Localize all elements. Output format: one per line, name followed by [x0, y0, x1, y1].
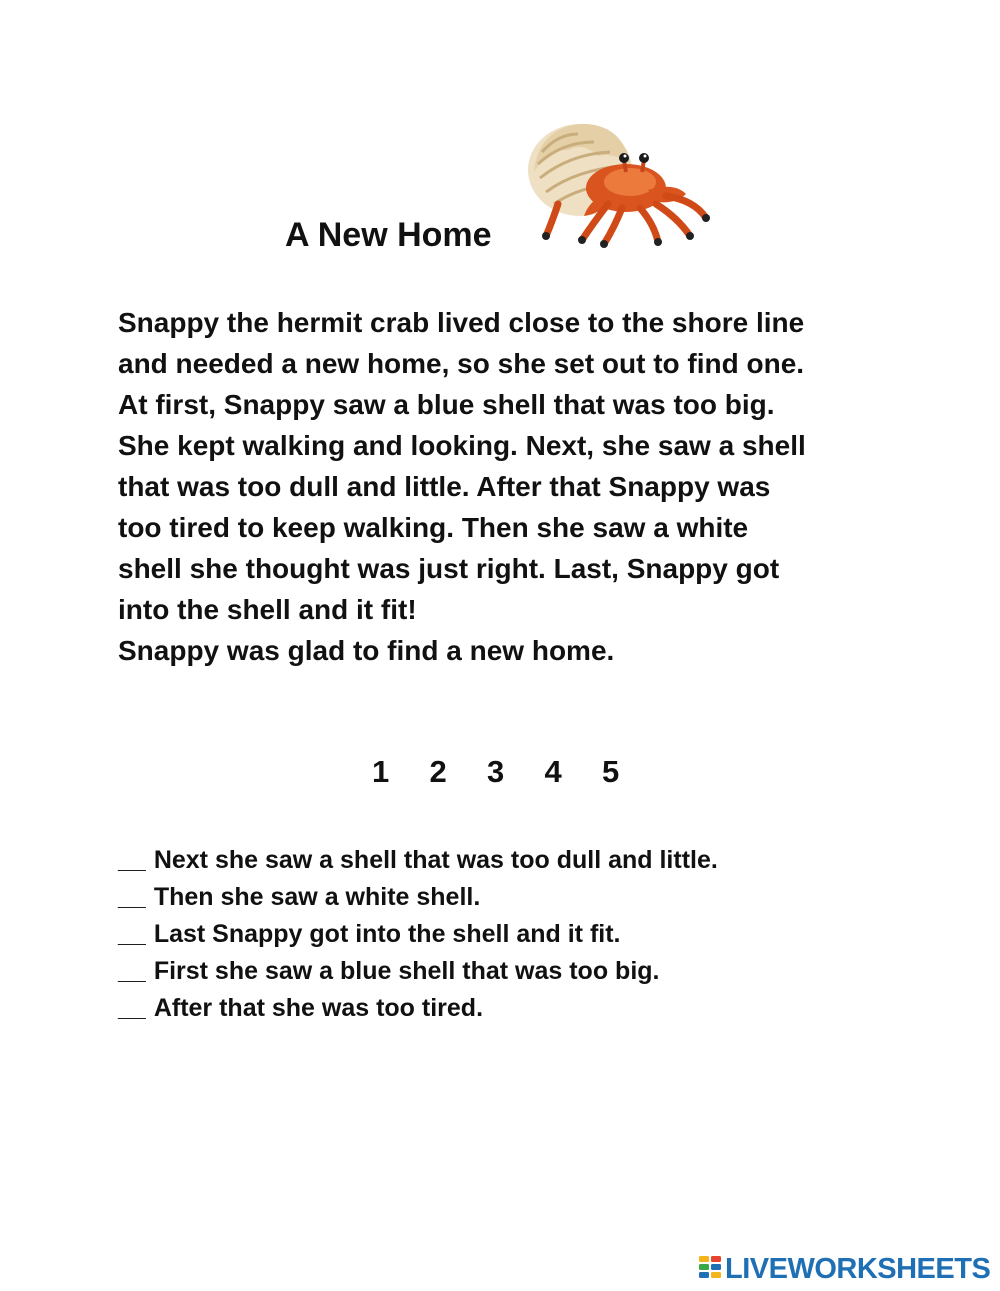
number-bank — [372, 752, 660, 792]
liveworksheets-logo-icon — [698, 1255, 722, 1283]
answer-blank[interactable]: __ — [118, 883, 146, 911]
answer-blank[interactable]: __ — [118, 920, 146, 948]
sequence-item — [118, 953, 898, 990]
story-text — [118, 302, 898, 671]
story-line: Snappy the hermit crab lived close to the shore line — [118, 307, 805, 338]
story-line: that was too dull and little. After that Snappy was — [118, 471, 771, 502]
liveworksheets-logo-text: LIVEWORKSHEETS — [725, 1252, 991, 1285]
answer-blank[interactable]: __ — [118, 957, 146, 985]
worksheet-title: A New Home — [285, 216, 492, 254]
story-line: At first, Snappy saw a blue shell that was too big. — [118, 389, 775, 420]
number-option[interactable]: 3 — [487, 754, 505, 789]
sequence-item-text: Last Snappy got into the shell and it fit. — [153, 920, 621, 948]
sequence-item — [118, 916, 898, 953]
sequence-item — [118, 990, 898, 1027]
answer-blank[interactable]: __ — [118, 994, 146, 1022]
story-line: into the shell and it fit! — [118, 594, 417, 625]
number-option[interactable]: 5 — [602, 754, 620, 789]
answer-blank[interactable]: __ — [118, 846, 146, 874]
sequence-item-text: Next she saw a shell that was too dull and little. — [153, 846, 718, 874]
number-option[interactable]: 4 — [544, 754, 562, 789]
sequence-item — [118, 879, 898, 916]
story-line: She kept walking and looking. Next, she saw a shell — [118, 430, 806, 461]
hermit-crab-illustration — [518, 112, 714, 254]
sequence-list — [118, 842, 898, 1027]
sequence-item-text: Then she saw a white shell. — [153, 883, 481, 911]
story-line: too tired to keep walking. Then she saw a white — [118, 512, 749, 543]
story-line: shell she thought was just right. Last, Snappy got — [118, 553, 780, 584]
number-option[interactable]: 2 — [429, 754, 447, 789]
sequence-item — [118, 842, 898, 879]
story-line: and needed a new home, so she set out to find one. — [118, 348, 805, 379]
story-line: Snappy was glad to find a new home. — [118, 635, 615, 666]
sequence-item-text: After that she was too tired. — [153, 994, 484, 1022]
sequence-item-text: First she saw a blue shell that was too big. — [153, 957, 660, 985]
liveworksheets-logo — [698, 1252, 990, 1286]
number-option[interactable]: 1 — [372, 754, 390, 789]
